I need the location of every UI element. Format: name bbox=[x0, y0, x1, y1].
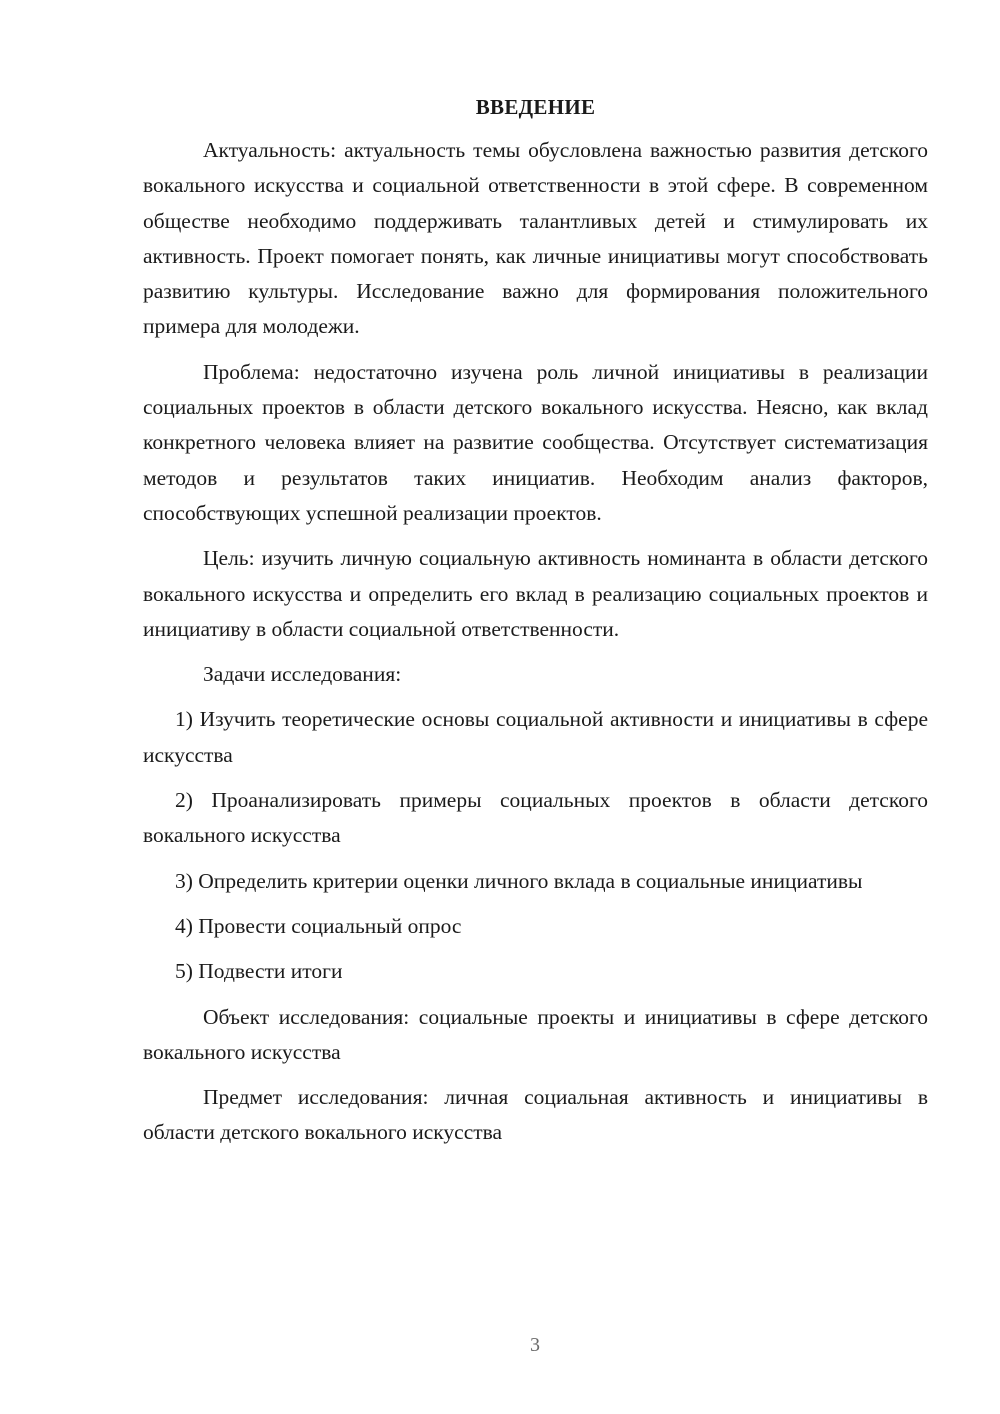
object-paragraph: Объект исследования: социальные проекты и инициативы в сфере детского вокального искусства bbox=[143, 1004, 928, 1064]
document-page bbox=[143, 90, 928, 1161]
task-item: 2) Проанализировать примеры социальных проектов в области детского вокального искусства bbox=[143, 788, 928, 848]
task-item: 4) Провести социальный опрос bbox=[175, 913, 462, 938]
task-item: 1) Изучить теоретические основы социальной активности и инициативы в сфере искусства bbox=[143, 707, 928, 767]
tasks-heading: Задачи исследования: bbox=[203, 662, 402, 687]
section-title: ВВЕДЕНИЕ bbox=[475, 95, 596, 119]
page-number: 3 bbox=[530, 1334, 540, 1356]
goal-paragraph: Цель: изучить личную социальную активность номинанта в области детского вокального искусства и определить его вклад в реализацию социальных проектов и инициативу в области социальной ответственности. bbox=[143, 546, 928, 641]
task-item: 3) Определить критерии оценки личного вклада в социальные инициативы bbox=[175, 868, 863, 893]
task-item: 5) Подвести итоги bbox=[175, 959, 343, 984]
tasks-list bbox=[143, 702, 928, 989]
subject-paragraph: Предмет исследования: личная социальная активность и инициативы в области детского вокального искусства bbox=[143, 1085, 928, 1145]
problem-paragraph: Проблема: недостаточно изучена роль личной инициативы в реализации социальных проектов в области детского вокального искусства. Неясно, как вклад конкретного человека влияет на развитие сообщества. Отсутствует систематизация методов и результатов таких инициатив. Необходим анализ факторов, способствующих успешной реализации проектов. bbox=[143, 359, 928, 525]
relevance-paragraph: Актуальность: актуальность темы обусловлена важностью развития детского вокального искусства и социальной ответственности в этой сфере. В современном обществе необходимо поддерживать талантливых детей и стимулировать их активность. Проект помогает понять, как личные инициативы могут способствовать развитию культуры. Исследование важно для формирования положительного примера для молодежи. bbox=[143, 138, 928, 339]
